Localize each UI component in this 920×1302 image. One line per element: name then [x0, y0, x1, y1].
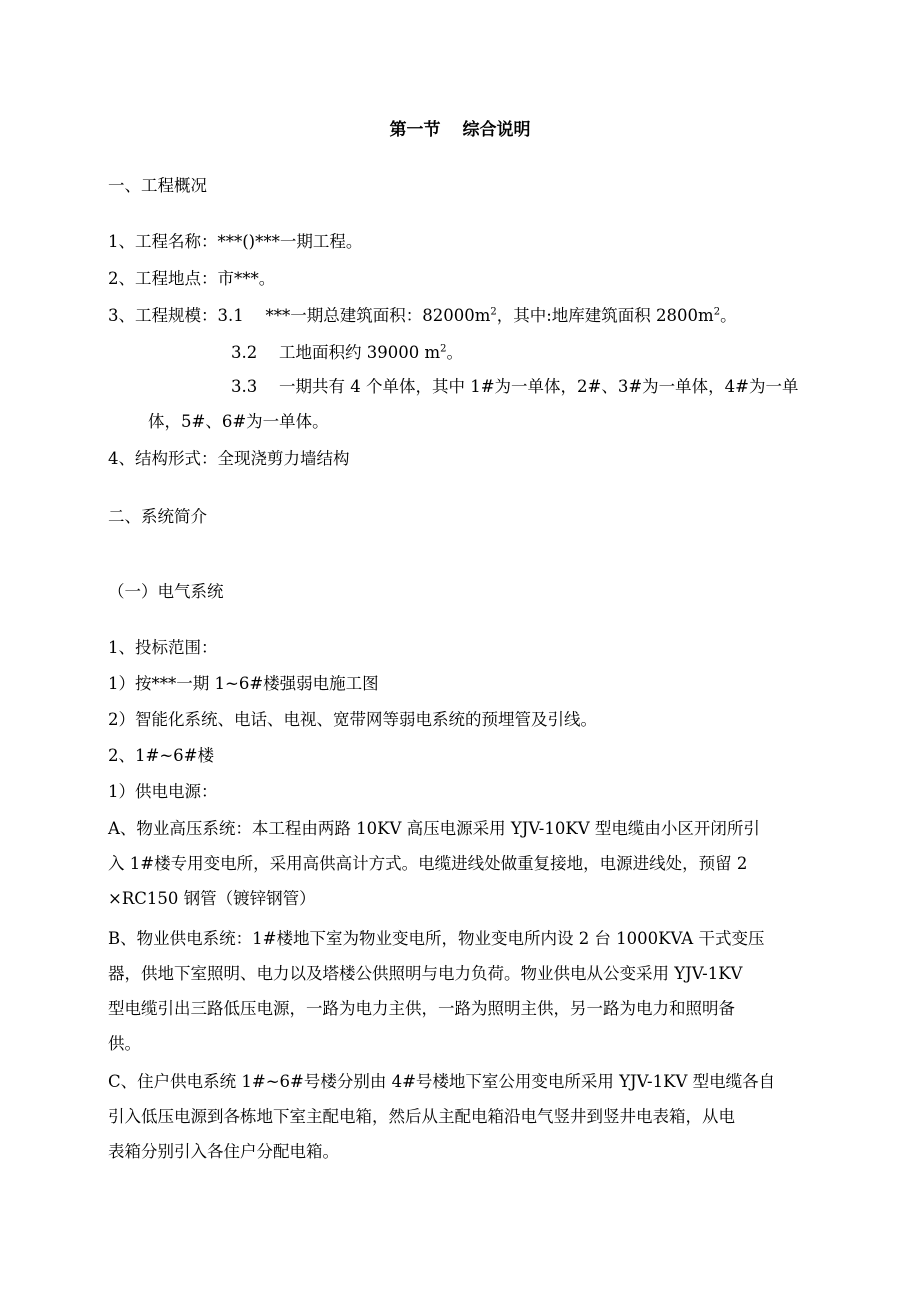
section-name: 综合说明: [462, 120, 531, 140]
paragraph-b-line-2: 器，供地下室照明、电力以及塔楼公供照明与电力负荷。物业供电从公变采用 YJV-1KV: [108, 964, 743, 983]
paragraph-b-line-4: 供。: [108, 1034, 141, 1053]
paragraph-b-line-1: B、物业供电系统：1#楼地下室为物业变电所，物业变电所内设 2 台 1000KVA 干式变压: [108, 929, 765, 948]
heading-project-overview: 一、工程概况: [108, 176, 207, 195]
section-number: 第一节: [389, 120, 441, 140]
project-scale-3-3: 3.3 一期共有 4 个单体，其中 1#为一单体，2#、3#为一单体，4#为一单: [231, 377, 799, 396]
paragraph-b-line-3: 型电缆引出三路低压电源，一路为电力主供，一路为照明主供，另一路为电力和照明备: [108, 999, 735, 1018]
paragraph-c-line-1: C、住户供电系统 1#~6#号楼分别由 4#号楼地下室公用变电所采用 YJV-1KV 型电缆各自: [108, 1072, 776, 1091]
project-name: 1、工程名称：***()***一期工程。: [108, 232, 363, 251]
project-scale-3-3-cont: 体，5#、6#为一单体。: [148, 412, 329, 431]
paragraph-a-line-2: 入 1#楼专用变电所，采用高供高计方式。电缆进线处做重复接地，电源进线处，预留 2: [108, 854, 748, 873]
project-scale: 3、工程规模：3.1 ***一期总建筑面积：$82000m^2$，其中:地库建筑面积 $2800m^2$。: [108, 306, 737, 325]
bid-scope: 1、投标范围：: [108, 638, 218, 657]
section-title: [0, 118, 920, 142]
paragraph-c-line-3: 表箱分别引入各住户分配电箱。: [108, 1142, 339, 1161]
power-source-heading: 1）供电电源：: [108, 782, 218, 801]
heading-system-intro: 二、系统简介: [108, 507, 207, 526]
bid-scope-item-2: 2）智能化系统、电话、电视、宽带网等弱电系统的预埋管及引线。: [108, 710, 597, 729]
project-location: 2、工程地点：市***。: [108, 269, 276, 288]
project-scale-3-2: 3.2 工地面积约 39000 $m^2$。: [231, 343, 463, 362]
paragraph-a-line-1: A、物业高压系统：本工程由两路 10KV 高压电源采用 YJV-10KV 型电缆由小区开闭所引: [108, 819, 760, 838]
structure-type: 4、结构形式：全现浇剪力墙结构: [108, 449, 350, 468]
bid-scope-item-1: 1）按***一期 1~6#楼强弱电施工图: [108, 674, 379, 693]
buildings-heading: 2、1#~6#楼: [108, 746, 214, 765]
paragraph-c-line-2: 引入低压电源到各栋地下室主配电箱，然后从主配电箱沿电气竖井到竖井电表箱，从电: [108, 1107, 735, 1126]
paragraph-a-line-3: ×RC150 钢管（镀锌钢管）: [108, 889, 316, 908]
subheading-electrical: （一）电气系统: [108, 582, 224, 601]
